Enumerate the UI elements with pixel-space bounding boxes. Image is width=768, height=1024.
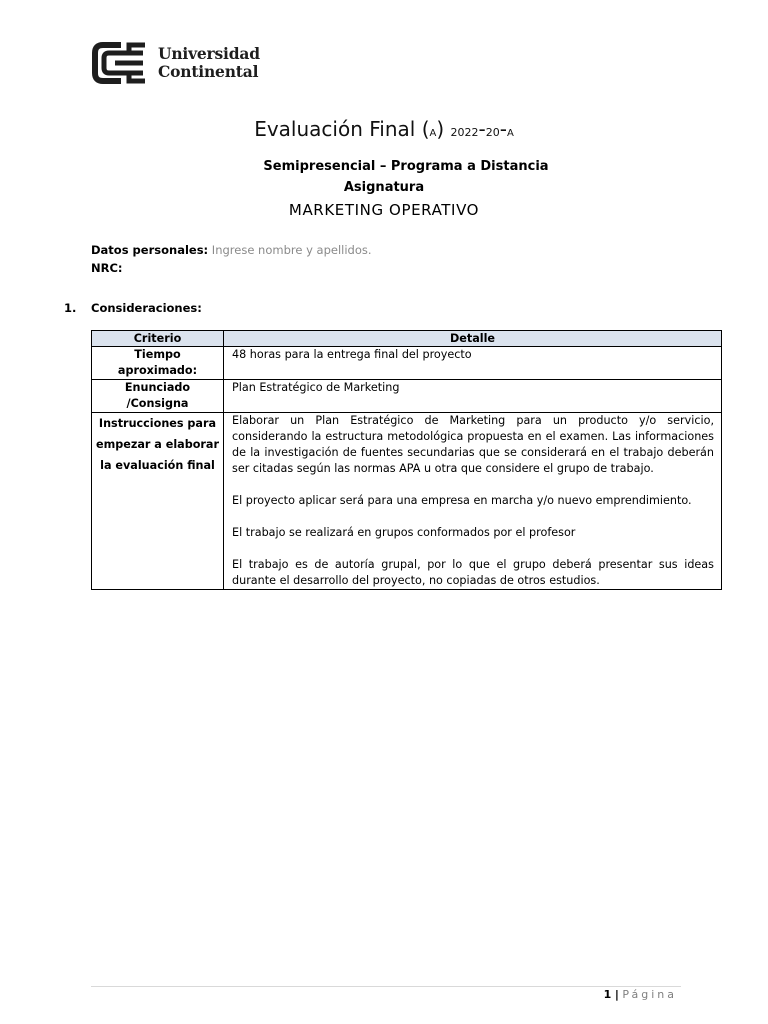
table-header-criterio: Criterio	[92, 331, 224, 347]
nrc-label: NRC:	[91, 261, 123, 275]
exam-variant: A	[506, 128, 514, 139]
detalle-paragraph: El trabajo es de autoría grupal, por lo que el grupo deberá presentar sus ideas durante el desarrollo del proyecto, no copiadas de otros estudios.	[232, 558, 714, 587]
table-header-row	[92, 331, 722, 347]
exam-code: 20	[485, 126, 500, 139]
exam-dash-1: -	[478, 117, 486, 141]
page-word: Página	[622, 988, 677, 1001]
footer-divider	[91, 986, 681, 987]
university-logo	[91, 41, 271, 85]
name-field[interactable]: Ingrese nombre y apellidos.	[211, 243, 372, 257]
course-name: MARKETING OPERATIVO	[288, 201, 480, 219]
section-heading	[64, 299, 202, 317]
exam-title-main: Evaluación Final (	[254, 117, 430, 141]
detalle-cell	[224, 347, 722, 380]
page-footer	[604, 988, 677, 1002]
criteria-table	[91, 330, 722, 590]
criterio-cell: Tiempo aproximado:	[92, 347, 224, 380]
exam-year: 2022	[450, 126, 479, 139]
university-name-line1: Universidad	[158, 44, 260, 63]
footer-separator: |	[614, 988, 619, 1001]
criterio-cell: Enunciado /Consigna	[92, 380, 224, 413]
table-row	[92, 380, 722, 413]
university-logo-icon	[91, 41, 151, 85]
detalle-cell	[224, 413, 722, 590]
table-row	[92, 413, 722, 590]
exam-modality: A	[429, 128, 437, 139]
table-row	[92, 347, 722, 380]
program-name: Semipresencial – Programa a Distancia	[263, 159, 549, 174]
detalle-paragraph: Elaborar un Plan Estratégico de Marketing para un producto y/o servicio, considerando la estructura metodológica propuesta en el examen. Las informaciones de la investigación de fuentes secundarias que se considerará en el trabajo deberán ser citadas según las normas APA u otra que considere el grupo de trabajo.	[232, 414, 714, 475]
university-name-line2: Continental	[158, 62, 259, 81]
detalle-cell	[224, 380, 722, 413]
section-title: Consideraciones:	[91, 301, 202, 315]
exam-dash-2: -	[499, 117, 507, 141]
personal-data	[91, 241, 372, 277]
page-number: 1	[603, 988, 612, 1001]
detalle-text: Plan Estratégico de Marketing	[232, 381, 400, 394]
table-header-detalle: Detalle	[224, 331, 722, 347]
exam-title	[0, 116, 768, 147]
subject-label: Asignatura	[343, 180, 425, 195]
detalle-text: 48 horas para la entrega final del proyecto	[232, 348, 472, 361]
detalle-paragraph: El trabajo se realizará en grupos conformados por el profesor	[232, 526, 576, 539]
section-number: 1.	[64, 301, 77, 315]
personal-data-label: Datos personales:	[91, 243, 209, 257]
detalle-paragraph: El proyecto aplicar será para una empresa en marcha y/o nuevo emprendimiento.	[232, 494, 692, 507]
university-name	[158, 45, 260, 81]
exam-title-close: )	[436, 117, 445, 141]
criterio-cell: Instrucciones para empezar a elaborar la evaluación final	[92, 413, 224, 590]
